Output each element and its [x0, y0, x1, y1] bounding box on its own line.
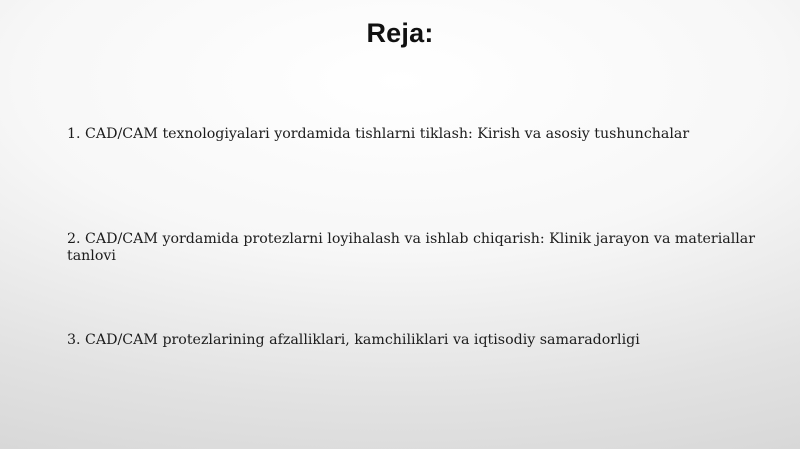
plan-item-1: 1. CAD/CAM texnologiyalari yordamida tishlarni tiklash: Kirish va asosiy tushunchalar [67, 126, 690, 142]
plan-item-3: 3. CAD/CAM protezlarining afzalliklari, kamchiliklari va iqtisodiy samaradorligi [67, 332, 640, 348]
plan-item-2: 2. CAD/CAM yordamida protezlarni loyihalash va ishlab chiqarish: Klinik jarayon va materiallar tanlovi [67, 231, 756, 264]
slide-title: Reja: [366, 18, 434, 48]
